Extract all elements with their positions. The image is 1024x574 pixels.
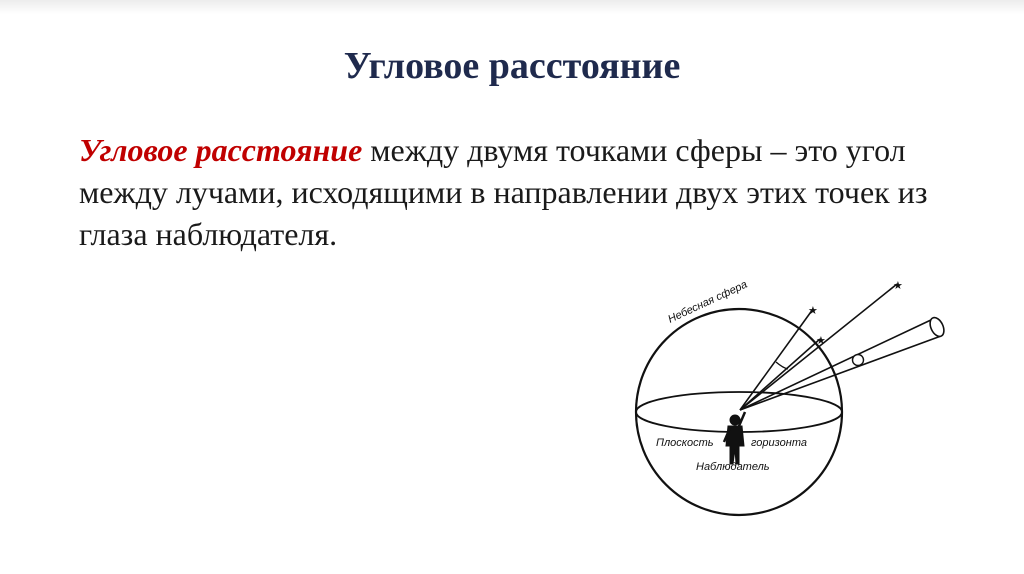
sphere-outline — [636, 309, 842, 515]
sphere-label: Небесная сфера — [666, 278, 750, 326]
small-planet — [853, 355, 864, 366]
cone-end-ellipse — [927, 315, 946, 338]
star-icon-2: ★ — [816, 334, 826, 347]
celestial-sphere-diagram — [600, 268, 980, 518]
observer-figure-icon — [724, 412, 745, 464]
star-icon-1: ★ — [808, 304, 818, 317]
observer-label: Наблюдатель — [696, 461, 770, 473]
definition-term: Угловое расстояние — [79, 132, 363, 168]
top-shade — [0, 0, 1024, 14]
definition-body: между двумя точками сферы – это угол между лучами, исходящими в направлении двух этих точек из глаза наблюдателя. — [79, 132, 928, 252]
slide-title: Угловое расстояние — [343, 45, 681, 87]
plane-label-right: горизонта — [751, 437, 807, 449]
definition-text — [79, 129, 959, 255]
plane-label-left: Плоскость — [656, 437, 714, 449]
angle-arc — [776, 362, 788, 369]
star-icon-3: ★ — [893, 279, 903, 292]
